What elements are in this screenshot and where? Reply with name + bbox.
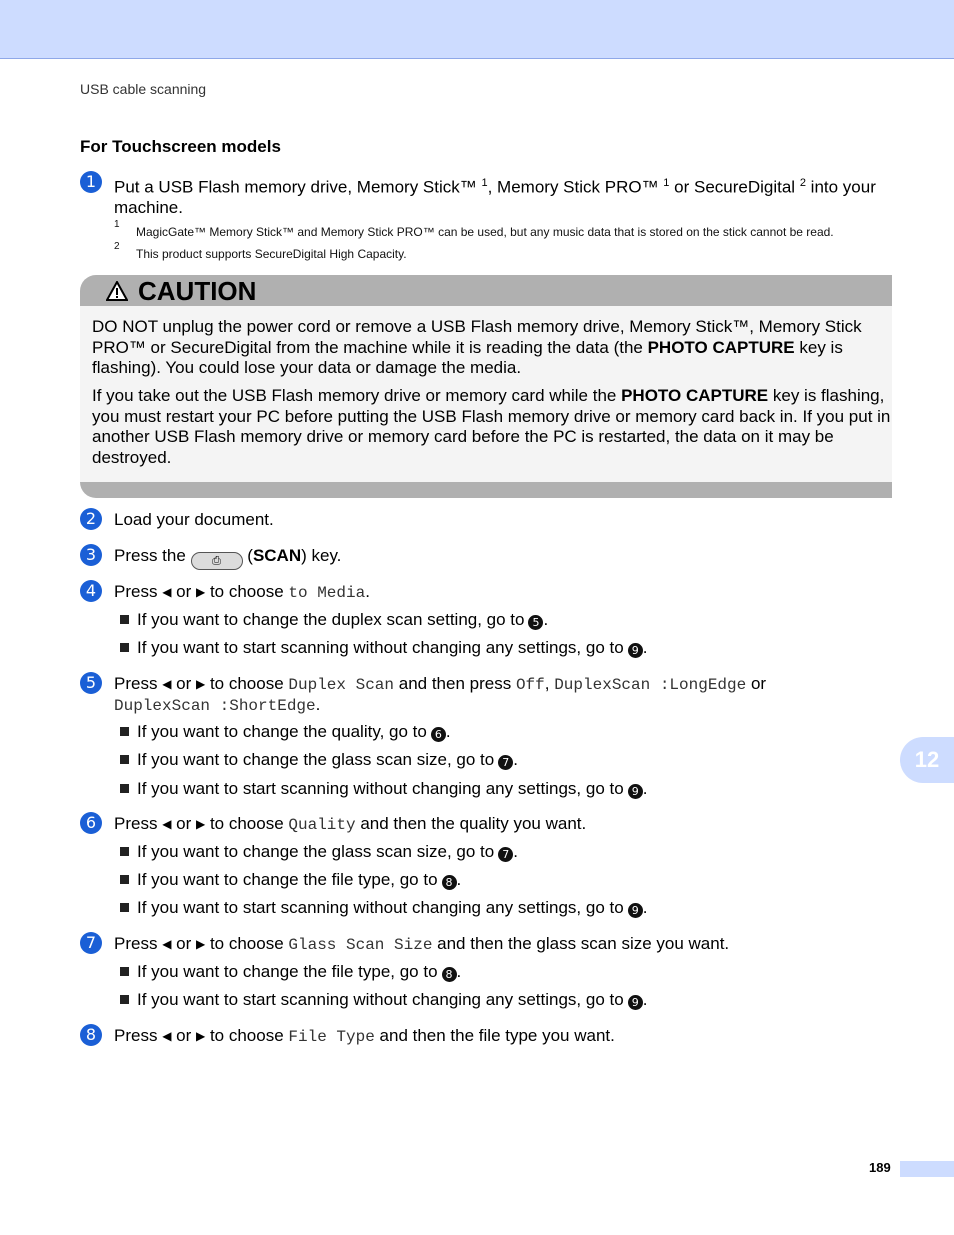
step-ref-icon: 9 bbox=[628, 903, 643, 918]
step-1 bbox=[80, 173, 892, 218]
right-arrow-icon: ▶ bbox=[195, 817, 206, 831]
bullet-icon bbox=[120, 755, 129, 764]
step-ref-icon: 8 bbox=[442, 967, 457, 982]
running-title: USB cable scanning bbox=[80, 81, 207, 97]
chapter-tab: 12 bbox=[900, 737, 954, 783]
step-2 bbox=[80, 510, 892, 530]
caution-paragraph: DO NOT unplug the power cord or remove a USB Flash memory drive, Memory Stick™, Memory Stick PRO™ or SecureDigital from the machine while it is reading the data (the PHOTO CAPTURE key is flashing). You could lose your data or damage the media. bbox=[92, 317, 862, 377]
step-number: 6 bbox=[80, 812, 102, 834]
right-arrow-icon: ▶ bbox=[195, 677, 206, 691]
page-number: 189 bbox=[869, 1160, 891, 1175]
step-7 bbox=[80, 934, 892, 955]
list-item: If you want to change the glass scan size, go to 7 . bbox=[120, 750, 518, 770]
left-arrow-icon: ◀ bbox=[162, 817, 172, 831]
step-text: Press ◀ or ▶ to choose to Media. bbox=[114, 582, 370, 602]
step-ref-icon: 7 bbox=[498, 755, 513, 770]
caution-paragraph: If you take out the USB Flash memory drive or memory card while the PHOTO CAPTURE key is flashing, you must restart your PC before putting the USB Flash memory drive or memory card back in. If you put in another USB Flash memory drive or memory card before the PC is restarted, the data on it may be destroyed. bbox=[92, 386, 891, 467]
section-title: For Touchscreen models bbox=[80, 137, 281, 156]
warning-icon bbox=[106, 281, 128, 301]
page-number-bar bbox=[900, 1161, 954, 1177]
list-item: If you want to change the file type, go to 8 . bbox=[120, 962, 461, 982]
bullet-icon bbox=[120, 727, 129, 736]
bullet-icon bbox=[120, 903, 129, 912]
list-item: If you want to change the quality, go to 6 . bbox=[120, 722, 451, 742]
step-text: Press ◀ or ▶ to choose Glass Scan Size and then the glass scan size you want. bbox=[114, 934, 730, 954]
scan-key-icon: ⎙ bbox=[191, 552, 243, 570]
caution-header bbox=[80, 275, 892, 306]
bullet-icon bbox=[120, 995, 129, 1004]
step-number: 3 bbox=[80, 544, 102, 566]
list-item: If you want to start scanning without changing any settings, go to 9 . bbox=[120, 779, 647, 799]
list-item: If you want to change the file type, go to 8 . bbox=[120, 870, 461, 890]
bullet-icon bbox=[120, 967, 129, 976]
bullet-icon bbox=[120, 784, 129, 793]
left-arrow-icon: ◀ bbox=[162, 677, 172, 691]
step-text: Press the ⎙ (SCAN) key. bbox=[114, 546, 892, 570]
left-arrow-icon: ◀ bbox=[162, 585, 172, 599]
step-number: 2 bbox=[80, 508, 102, 530]
header-band bbox=[0, 0, 954, 59]
step-number: 4 bbox=[80, 580, 102, 602]
list-item: If you want to change the glass scan size, go to 7 . bbox=[120, 842, 518, 862]
step-text: Press ◀ or ▶ to choose Duplex Scan and then press Off, DuplexScan :LongEdge or DuplexScan :ShortEdge. bbox=[114, 674, 767, 715]
step-3 bbox=[80, 546, 892, 570]
step-ref-icon: 9 bbox=[628, 784, 643, 799]
right-arrow-icon: ▶ bbox=[195, 585, 206, 599]
step-5 bbox=[80, 674, 892, 716]
step-6 bbox=[80, 814, 892, 835]
list-item: If you want to start scanning without changing any settings, go to 9 . bbox=[120, 898, 647, 918]
step-number: 1 bbox=[80, 171, 102, 193]
footnote: 2 This product supports SecureDigital High Capacity. bbox=[114, 241, 407, 261]
list-item: If you want to start scanning without changing any settings, go to 9 . bbox=[120, 990, 647, 1010]
bullet-icon bbox=[120, 847, 129, 856]
bullet-icon bbox=[120, 615, 129, 624]
list-item: If you want to change the duplex scan setting, go to 5 . bbox=[120, 610, 548, 630]
list-item: If you want to start scanning without changing any settings, go to 9 . bbox=[120, 638, 647, 658]
right-arrow-icon: ▶ bbox=[195, 937, 206, 951]
left-arrow-icon: ◀ bbox=[162, 1029, 172, 1043]
caution-footer-bar bbox=[80, 482, 892, 498]
step-ref-icon: 8 bbox=[442, 875, 457, 890]
step-text: Press ◀ or ▶ to choose File Type and then the file type you want. bbox=[114, 1026, 615, 1046]
caution-title: CAUTION bbox=[138, 276, 257, 306]
step-ref-icon: 9 bbox=[628, 643, 643, 658]
step-number: 5 bbox=[80, 672, 102, 694]
step-text: Put a USB Flash memory drive, Memory Stick™ $^1$, Memory Stick PRO™ $^1$ or SecureDigital $^2$ into your machine. bbox=[114, 177, 876, 217]
bullet-icon bbox=[120, 875, 129, 884]
step-4 bbox=[80, 582, 892, 603]
step-ref-icon: 7 bbox=[498, 847, 513, 862]
step-number: 7 bbox=[80, 932, 102, 954]
step-8 bbox=[80, 1026, 892, 1047]
left-arrow-icon: ◀ bbox=[162, 937, 172, 951]
step-text: Load your document. bbox=[114, 510, 274, 529]
bullet-icon bbox=[120, 643, 129, 652]
step-number: 8 bbox=[80, 1024, 102, 1046]
step-text: Press ◀ or ▶ to choose Quality and then the quality you want. bbox=[114, 814, 587, 834]
step-ref-icon: 6 bbox=[431, 727, 446, 742]
step-ref-icon: 9 bbox=[628, 995, 643, 1010]
step-ref-icon: 5 bbox=[528, 615, 543, 630]
right-arrow-icon: ▶ bbox=[195, 1029, 206, 1043]
footnote: 1 MagicGate™ Memory Stick™ and Memory Stick PRO™ can be used, but any music data that is stored on the stick cannot be read. bbox=[114, 219, 834, 239]
